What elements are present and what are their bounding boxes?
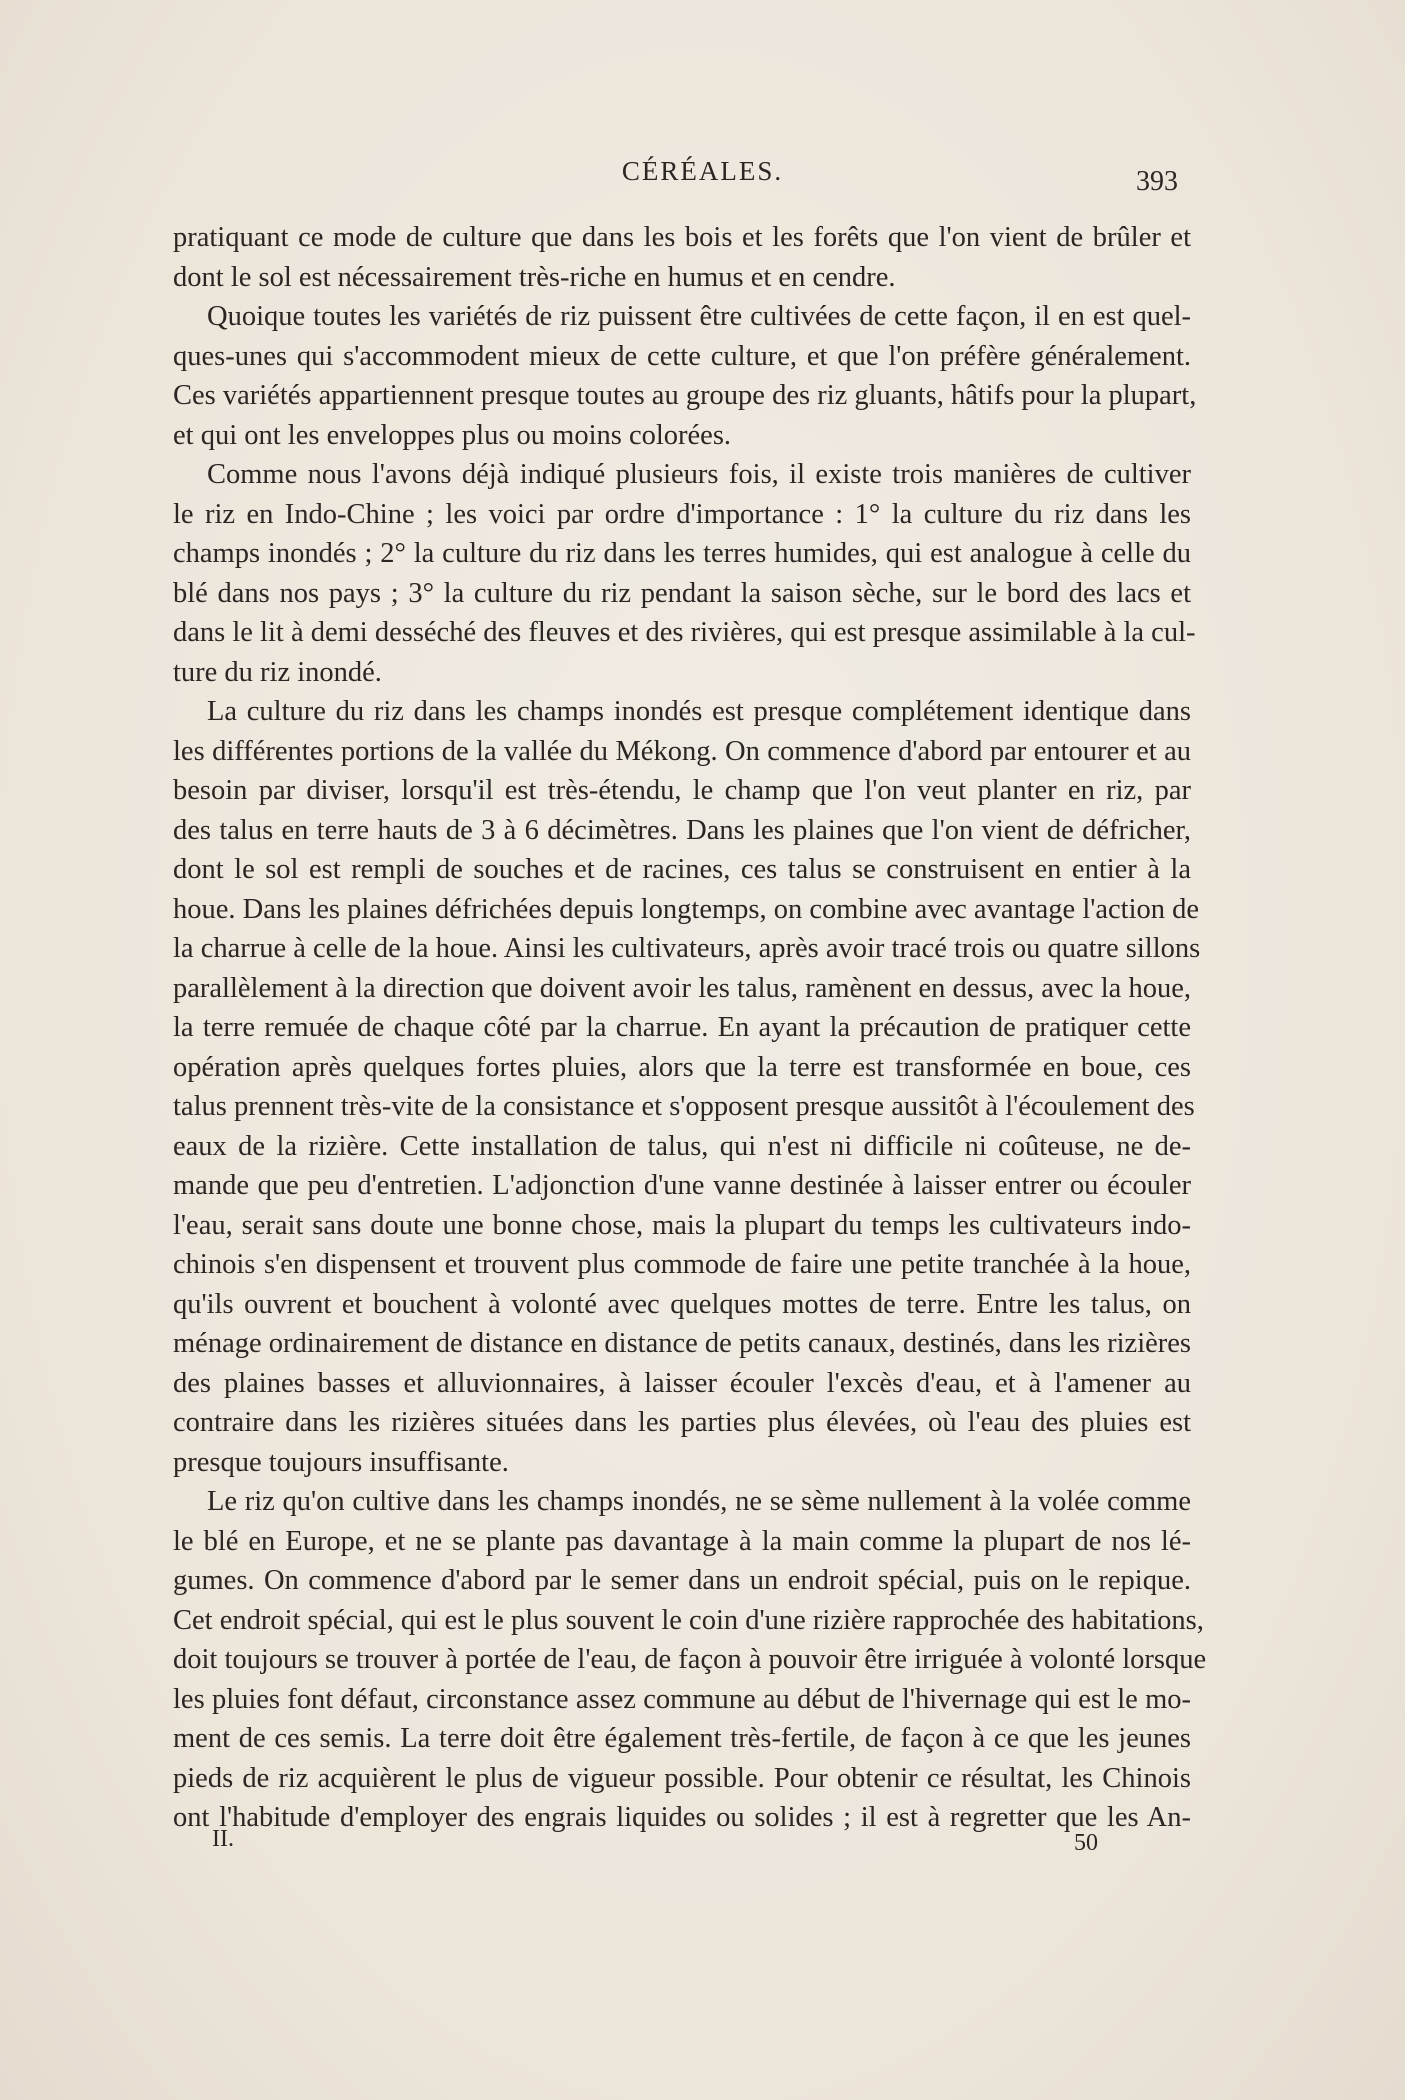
text-line: eaux de la rizière. Cette installation de talus, qui n'est ni difficile ni coûteuse, ne de- bbox=[173, 1130, 1191, 1162]
text-line: chinois s'en dispensent et trouvent plus commode de faire une petite tranchée à la houe, bbox=[173, 1249, 1191, 1280]
page-number: 393 bbox=[1136, 166, 1178, 197]
volume-mark: II. bbox=[212, 1826, 234, 1852]
text-line: besoin par diviser, lorsqu'il est très-étendu, le champ que l'on veut planter en riz, par bbox=[173, 775, 1191, 806]
text-line: contraire dans les rizières situées dans les parties plus élevées, où l'eau des pluies est bbox=[173, 1407, 1191, 1438]
text-line: Comme nous l'avons déjà indiqué plusieurs fois, il existe trois manières de cultiver bbox=[207, 459, 1191, 490]
text-line: pieds de riz acquièrent le plus de vigueur possible. Pour obtenir ce résultat, les Chinois bbox=[173, 1762, 1191, 1794]
text-line: le riz en Indo-Chine ; les voici par ordre d'importance : 1° la culture du riz dans les bbox=[173, 498, 1191, 530]
text-line: qu'ils ouvrent et bouchent à volonté avec quelques mottes de terre. Entre les talus, on bbox=[173, 1288, 1191, 1320]
text-line: Le riz qu'on cultive dans les champs inondés, ne se sème nullement à la volée comme bbox=[207, 1486, 1191, 1517]
text-line: ques-unes qui s'accommodent mieux de cette culture, et que l'on préfère généralement. bbox=[173, 340, 1191, 372]
signature-mark: 50 bbox=[1074, 1830, 1098, 1856]
text-line: talus prennent très-vite de la consistance et s'opposent presque aussitôt à l'écoulement des bbox=[173, 1091, 1195, 1122]
text-line: Quoique toutes les variétés de riz puissent être cultivées de cette façon, il en est quel- bbox=[207, 301, 1191, 332]
text-line: ménage ordinairement de distance en distance de petits canaux, destinés, dans les rizières bbox=[173, 1328, 1191, 1359]
text-line: presque toujours insuffisante. bbox=[173, 1446, 509, 1478]
text-line: champs inondés ; 2° la culture du riz dans les terres humides, qui est analogue à celle du bbox=[173, 538, 1191, 569]
body-text bbox=[173, 218, 1207, 1838]
text-line: dans le lit à demi desséché des fleuves et des rivières, qui est presque assimilable à la cul- bbox=[173, 617, 1196, 648]
text-line: opération après quelques fortes pluies, alors que la terre est transformée en boue, ces bbox=[173, 1051, 1191, 1083]
text-line: mande que peu d'entretien. L'adjonction d'une vanne destinée à laisser entrer ou écouler bbox=[173, 1170, 1191, 1201]
text-line: parallèlement à la direction que doivent avoir les talus, ramènent en dessus, avec la houe, bbox=[173, 972, 1191, 1004]
text-line: Ces variétés appartiennent presque toutes au groupe des riz gluants, hâtifs pour la plupart, bbox=[173, 380, 1197, 411]
text-line: la charrue à celle de la houe. Ainsi les cultivateurs, après avoir tracé trois ou quatre sillons bbox=[173, 933, 1201, 964]
text-line: Cet endroit spécial, qui est le plus souvent le coin d'une rizière rapprochée des habitations, bbox=[173, 1604, 1204, 1636]
text-line: doit toujours se trouver à portée de l'eau, de façon à pouvoir être irriguée à volonté lorsque bbox=[173, 1644, 1207, 1675]
text-line: le blé en Europe, et ne se plante pas davantage à la main comme la plupart de nos lé- bbox=[173, 1525, 1191, 1557]
text-line: et qui ont les enveloppes plus ou moins colorées. bbox=[173, 419, 732, 451]
text-line: ment de ces semis. La terre doit être également très-fertile, de façon à ce que les jeunes bbox=[173, 1723, 1191, 1754]
text-line: gumes. On commence d'abord par le semer dans un endroit spécial, puis on le repique. bbox=[173, 1565, 1191, 1596]
text-line: blé dans nos pays ; 3° la culture du riz pendant la saison sèche, sur le bord des lacs et bbox=[173, 577, 1191, 609]
text-line: dont le sol est nécessairement très-riche en humus et en cendre. bbox=[173, 261, 896, 293]
text-line: les pluies font défaut, circonstance assez commune au début de l'hivernage qui est le mo- bbox=[173, 1683, 1191, 1715]
text-line: pratiquant ce mode de culture que dans les bois et les forêts que l'on vient de brûler et bbox=[173, 222, 1191, 253]
text-line: les différentes portions de la vallée du Mékong. On commence d'abord par entourer et au bbox=[173, 735, 1191, 767]
text-line: houe. Dans les plaines défrichées depuis longtemps, on combine avec avantage l'action de bbox=[173, 893, 1200, 925]
text-line: la terre remuée de chaque côté par la charrue. En ayant la précaution de pratiquer cette bbox=[173, 1012, 1191, 1043]
text-line: des talus en terre hauts de 3 à 6 décimètres. Dans les plaines que l'on vient de défricher, bbox=[173, 814, 1191, 846]
text-line: dont le sol est rempli de souches et de racines, ces talus se construisent en entier à la bbox=[173, 854, 1191, 885]
text-line: ont l'habitude d'employer des engrais liquides ou solides ; il est à regretter que les An- bbox=[173, 1802, 1191, 1833]
text-line: l'eau, serait sans doute une bonne chose, mais la plupart du temps les cultivateurs indo- bbox=[173, 1209, 1191, 1241]
text-line: La culture du riz dans les champs inondés est presque complétement identique dans bbox=[207, 696, 1191, 727]
running-header: CÉRÉALES. bbox=[621, 156, 784, 186]
text-line: des plaines basses et alluvionnaires, à laisser écouler l'excès d'eau, et à l'amener au bbox=[173, 1367, 1191, 1399]
text-line: ture du riz inondé. bbox=[173, 656, 382, 688]
